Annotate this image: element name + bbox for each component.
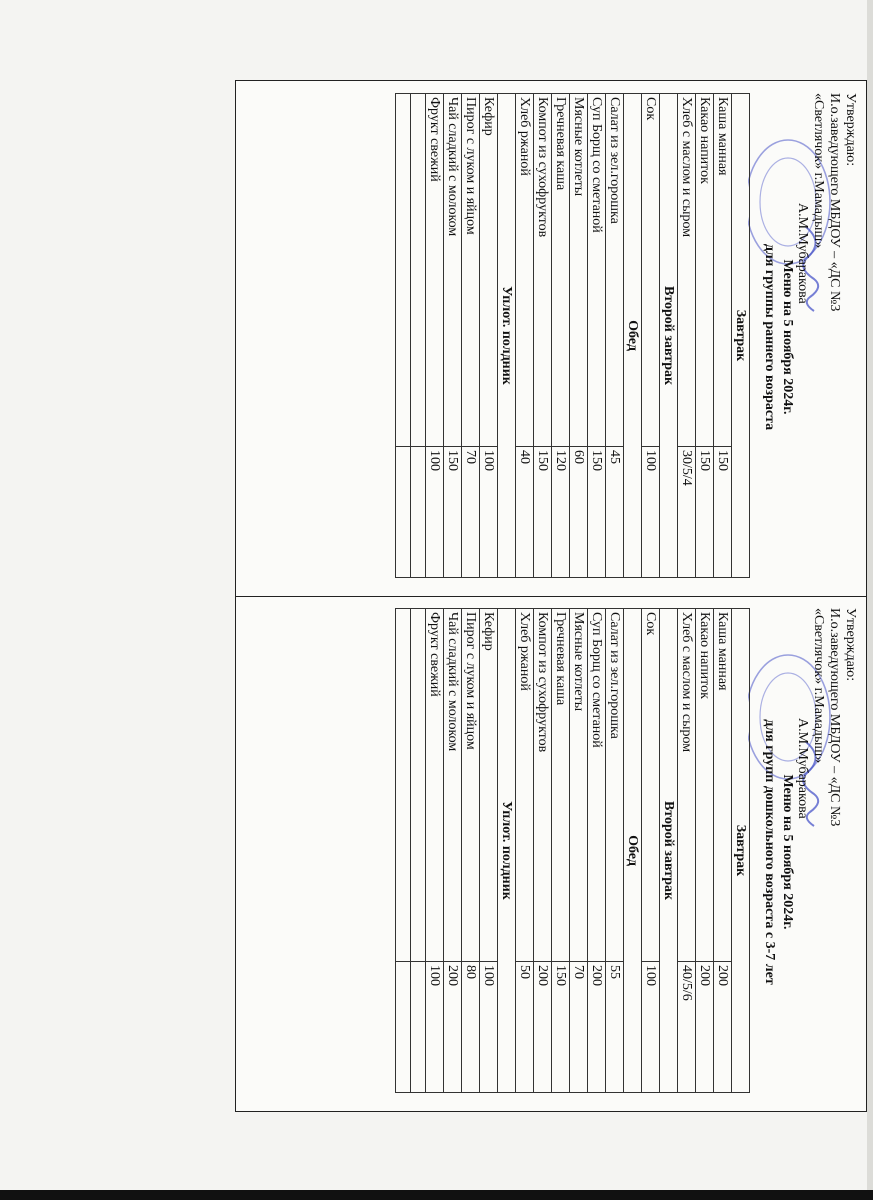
table-row [534, 94, 552, 578]
section-title: Обед [624, 609, 642, 1093]
empty-cell [411, 94, 426, 447]
dish-name: Пирог с луком и яйцом [462, 609, 480, 962]
dish-name: Мясные котлеты [570, 609, 588, 962]
dish-name: Сок [642, 609, 660, 962]
empty-cell [396, 94, 411, 447]
approval-line: И.о.заведующего МБДОУ – «ДС №3 [827, 608, 842, 827]
dish-name: Фрукт свежий [426, 609, 444, 962]
section-row [498, 609, 516, 1093]
menu-sheet [235, 80, 867, 1112]
dish-name: Чай сладкий с молоком [444, 94, 462, 447]
empty-row [396, 609, 411, 1093]
section-row [732, 609, 750, 1093]
section-title: Уплот. полдник [498, 94, 516, 578]
portion-value: 120 [552, 446, 570, 577]
table-row [462, 94, 480, 578]
portion-value: 200 [696, 961, 714, 1092]
table-row [678, 609, 696, 1093]
empty-cell [411, 609, 426, 962]
table-row [642, 609, 660, 1093]
empty-row [396, 94, 411, 578]
approval-line: А.М.Мубаракова [795, 203, 810, 304]
table-row [642, 94, 660, 578]
portion-value: 100 [480, 961, 498, 1092]
section-title: Второй завтрак [660, 94, 678, 578]
portion-value: 150 [714, 446, 732, 577]
approval-line: Утверждаю: [843, 608, 858, 682]
table-row [426, 94, 444, 578]
empty-cell [411, 446, 426, 577]
menu-panel-early-age [243, 87, 858, 587]
section-row [624, 609, 642, 1093]
dish-name: Суп Борщ со сметаной [588, 609, 606, 962]
portion-value: 50 [516, 961, 534, 1092]
dish-name: Кефир [480, 94, 498, 447]
empty-cell [411, 961, 426, 1092]
portion-value: 150 [534, 446, 552, 577]
dish-name: Суп Борщ со сметаной [588, 94, 606, 447]
portion-value: 100 [480, 446, 498, 577]
table-row [606, 94, 624, 578]
dish-name: Какао напиток [696, 609, 714, 962]
scan-bottom-edge [0, 1190, 873, 1200]
dish-name: Мясные котлеты [570, 94, 588, 447]
dish-name: Хлеб ржаной [516, 609, 534, 962]
dish-name: Каша манная [714, 609, 732, 962]
portion-value: 40/5/6 [678, 961, 696, 1092]
portion-value: 100 [642, 446, 660, 577]
dish-name: Салат из зел.горошка [606, 94, 624, 447]
empty-row [411, 609, 426, 1093]
portion-value: 100 [426, 446, 444, 577]
table-row [516, 94, 534, 578]
table-row [480, 609, 498, 1093]
dish-name: Гречневая каша [552, 94, 570, 447]
approval-block [794, 93, 858, 311]
dish-name: Сок [642, 94, 660, 447]
dish-name: Компот из сухофруктов [534, 94, 552, 447]
portion-value: 100 [426, 961, 444, 1092]
section-row [498, 94, 516, 578]
panel-divider [236, 596, 866, 597]
dish-name: Кефир [480, 609, 498, 962]
table-row [462, 609, 480, 1093]
table-row [678, 94, 696, 578]
table-row [588, 94, 606, 578]
dish-name: Салат из зел.горошка [606, 609, 624, 962]
dish-name: Какао напиток [696, 94, 714, 447]
empty-cell [396, 446, 411, 577]
approval-line: «Светлячок» г.Мамадыш» [811, 608, 826, 764]
section-title: Обед [624, 94, 642, 578]
empty-row [411, 94, 426, 578]
table-row [444, 94, 462, 578]
table-row [606, 609, 624, 1093]
table-row [570, 94, 588, 578]
portion-value: 70 [462, 446, 480, 577]
table-row [534, 609, 552, 1093]
table-row [696, 609, 714, 1093]
menu-panel-preschool [243, 602, 858, 1102]
approval-line: Утверждаю: [843, 93, 858, 167]
scan-edge [867, 0, 873, 1200]
table-row [552, 609, 570, 1093]
table-row [426, 609, 444, 1093]
table-row [516, 609, 534, 1093]
portion-value: 55 [606, 961, 624, 1092]
dish-name: Хлеб ржаной [516, 94, 534, 447]
portion-value: 150 [444, 446, 462, 577]
dish-name: Компот из сухофруктов [534, 609, 552, 962]
portion-value: 150 [552, 961, 570, 1092]
portion-value: 60 [570, 446, 588, 577]
menu-table [395, 608, 750, 1093]
portion-value: 200 [444, 961, 462, 1092]
dish-name: Пирог с луком и яйцом [462, 94, 480, 447]
dish-name: Гречневая каша [552, 609, 570, 962]
section-title: Завтрак [732, 609, 750, 1093]
approval-line: «Светлячок» г.Мамадыш» [811, 93, 826, 249]
dish-name: Каша манная [714, 94, 732, 447]
portion-value: 80 [462, 961, 480, 1092]
table-row [696, 94, 714, 578]
table-row [714, 609, 732, 1093]
empty-cell [396, 609, 411, 962]
section-row [660, 94, 678, 578]
portion-value: 100 [642, 961, 660, 1092]
table-row [588, 609, 606, 1093]
portion-value: 70 [570, 961, 588, 1092]
table-row [552, 94, 570, 578]
section-title: Уплот. полдник [498, 609, 516, 1093]
menu-title: Меню на 5 ноября 2024г. [780, 259, 795, 415]
table-row [570, 609, 588, 1093]
table-row [444, 609, 462, 1093]
section-row [732, 94, 750, 578]
table-row [714, 94, 732, 578]
approval-line: И.о.заведующего МБДОУ – «ДС №3 [827, 93, 842, 312]
section-row [624, 94, 642, 578]
table-row [480, 94, 498, 578]
dish-name: Фрукт свежий [426, 94, 444, 447]
portion-value: 200 [534, 961, 552, 1092]
portion-value: 200 [714, 961, 732, 1092]
dish-name: Хлеб с маслом и сыром [678, 609, 696, 962]
section-title: Второй завтрак [660, 609, 678, 1093]
portion-value: 30/5/4 [678, 446, 696, 577]
dish-name: Чай сладкий с молоком [444, 609, 462, 962]
portion-value: 45 [606, 446, 624, 577]
empty-cell [396, 961, 411, 1092]
portion-value: 40 [516, 446, 534, 577]
portion-value: 200 [588, 961, 606, 1092]
menu-subtitle: для группы раннего возраста [762, 243, 777, 431]
section-row [660, 609, 678, 1093]
dish-name: Хлеб с маслом и сыром [678, 94, 696, 447]
menu-subtitle: для групп дошкольного возраста с 3-7 лет [762, 719, 777, 985]
approval-line: А.М.Мубаракова [795, 718, 810, 819]
portion-value: 150 [696, 446, 714, 577]
menu-title: Меню на 5 ноября 2024г. [780, 774, 795, 930]
menu-table [395, 93, 750, 578]
section-title: Завтрак [732, 94, 750, 578]
portion-value: 150 [588, 446, 606, 577]
approval-block [794, 608, 858, 826]
